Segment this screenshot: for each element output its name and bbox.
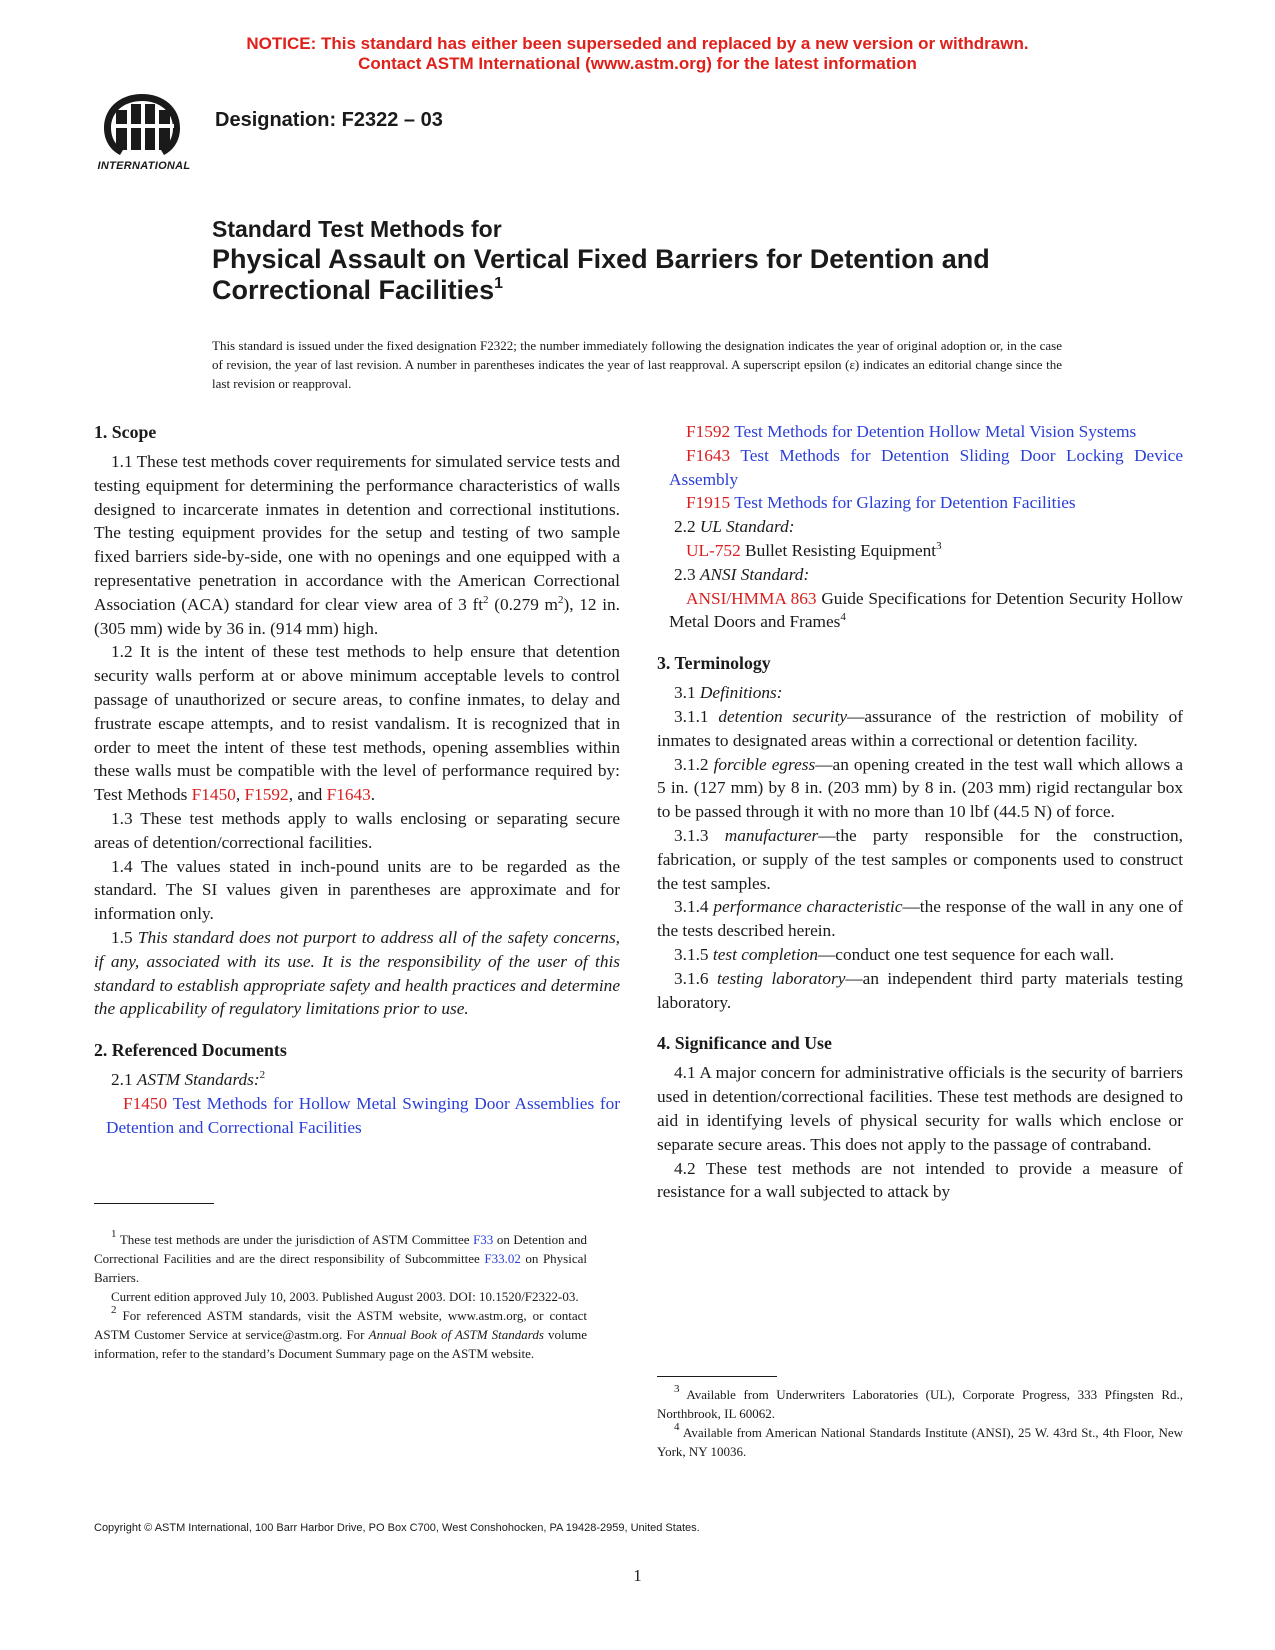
- title-line-1: Standard Test Methods for: [212, 216, 502, 242]
- subsection-2-3: 2.3 ANSI Standard:: [674, 564, 810, 584]
- paragraph-1-5: 1.5 This standard does not purport to address all of the safety concerns, if any, associated with its use. It is the responsibility of the user of this standard to establish appropriate safety and health practices and determine the applicability of regulatory limitations prior to use.: [94, 927, 620, 1019]
- paragraph-1-1: 1.1 These test methods cover requirements for simulated service tests and testing equipment for determining the performance characteristics of walls designed to incarcerate inmates in detention and correctional institutions. The testing equipment provides for the setup and testing of two sample fixed barriers side-by-side, one with no openings and one equipped with a representative penetration in accordance with the American Correctional Association (ACA) standard for clear view area of 3 $ft^2$ (0.279 $m^2$), 12 in. (305 mm) wide by 36 in. (914 mm) high.: [94, 452, 620, 638]
- footnote-rule-right: [657, 1376, 777, 1377]
- paragraph-4-2: 4.2 These test methods are not intended to provide a measure of resistance for a wall subjected to attack by: [657, 1158, 1183, 1202]
- section-referenced-heading: 2. Referenced Documents: [94, 1040, 287, 1061]
- left-column: [94, 420, 620, 1140]
- paragraph-1-2: 1.2 It is the intent of these test methods to help ensure that detention security walls perform at or above minimum acceptable levels to control passage of unauthorized or secure areas, to confine inmates, to delay and frustrate escape attempts, and to resist vandalism. It is recognized that in order to meet the intent of these test methods, opening assemblies within these walls must be compatible with the level of performance required by: Test Methods F1450, F1592, and F1643.: [94, 642, 620, 805]
- definition-item: 3.1.4 performance characteristic—the response of the wall in any one of the tests described herein.: [657, 897, 1183, 941]
- footnote-4: $^4$ Available from American National Standards Institute (ANSI), 25 W. 43rd St., 4th Floor, New York, NY 10036.: [657, 1421, 1183, 1459]
- issue-note: This standard is issued under the fixed designation F2322; the number immediately following the designation indicates the year of original adoption or, in the case of revision, the year of last revision. A number in parentheses indicates the year of last reapproval. A superscript epsilon (ε) indicates an editorial change since the last revision or reapproval.: [212, 338, 1062, 391]
- definition-item: 3.1.6 testing laboratory—an independent third party materials testing laboratory.: [657, 968, 1184, 1012]
- footnotes-right: [657, 1385, 1183, 1461]
- reference-code: F1643: [686, 445, 731, 465]
- reference-title: Test Methods for Hollow Metal Swinging Door Assemblies for Detention and Correctional Facilities: [106, 1093, 620, 1137]
- paragraph-4-1: 4.1 A major concern for administrative officials is the security of barriers used in detention/correctional facilities. These test methods are designed to aid in identifying levels of physical security for walls which enclose or separate secure areas. This does not apply to the passage of contraband.: [657, 1063, 1183, 1154]
- notice-line-1: NOTICE: This standard has either been superseded and replaced by a new version or withdrawn.: [246, 34, 1029, 53]
- logo-text: INTERNATIONAL: [97, 160, 191, 172]
- definition-item: 3.1.3 manufacturer—the party responsible for the construction, fabrication, or supply of the test samples or components used to construct the test samples.: [657, 825, 1183, 893]
- footnote-rule: [94, 1203, 214, 1204]
- link-f33-02[interactable]: F33.02: [484, 1251, 521, 1266]
- definition-item: 3.1.1 detention security—assurance of the restriction of mobility of inmates to designated areas within a correctional or detention facility.: [657, 706, 1183, 750]
- subsection-3-1: 3.1 Definitions:: [674, 683, 783, 703]
- title-main: [212, 244, 1072, 306]
- reference-code: ANSI/HMMA 863: [686, 588, 817, 608]
- footnote-1-edition: Current edition approved July 10, 2003. Published August 2003. DOI: 10.1520/F2322-03.: [111, 1289, 579, 1304]
- section-scope-heading: 1. Scope: [94, 422, 157, 442]
- footnote-3: $^3$ Available from Underwriters Laboratories (UL), Corporate Progress, 333 Pfingsten Rd., Northbrook, IL 60062.: [657, 1383, 1183, 1421]
- link-f1643[interactable]: F1643: [326, 785, 371, 805]
- reference-item[interactable]: [657, 444, 1183, 492]
- reference-item[interactable]: [94, 1092, 620, 1140]
- reference-code: F1592: [686, 422, 731, 441]
- link-f1450[interactable]: F1450: [191, 785, 236, 805]
- link-f1592[interactable]: F1592: [244, 785, 289, 805]
- link-f33[interactable]: F33: [473, 1232, 494, 1247]
- section-terminology-heading: 3. Terminology: [657, 653, 771, 674]
- right-column: [657, 420, 1183, 1204]
- footnote-1: $^1$ These test methods are under the jurisdiction of ASTM Committee F33 on Detention and Correctional Facilities and are the direct responsibility of Subcommittee F33.02 on Physical Barriers.: [94, 1228, 588, 1285]
- page-number: 1: [633, 1566, 642, 1585]
- footnote-2: $^2$ For referenced ASTM standards, visit the ASTM website, www.astm.org, or contact ASTM Customer Service at service@astm.org. For Annual Book of ASTM Standards volume information, refer to the standard’s Document Summary page on the ASTM website.: [94, 1304, 587, 1361]
- reference-item-ul[interactable]: UL-752 Bullet Resisting Equipment$^3$: [686, 539, 942, 560]
- reference-title: Test Methods for Detention Sliding Door Locking Device Assembly: [669, 445, 1183, 489]
- astm-international-logo-icon: [92, 88, 196, 180]
- notice-line-2: Contact ASTM International (www.astm.org) for the latest information: [358, 54, 917, 73]
- definition-item: 3.1.2 forcible egress—an opening created in the test wall which allows a 5 in. (127 mm) by 8 in. (203 mm) by 8 in. (203 mm) rigid rectangular box to be passed through it with no more than 10 lbf (44.5 N) of force.: [657, 754, 1183, 822]
- paragraph-1-4: 1.4 The values stated in inch-pound units are to be regarded as the standard. The SI values given in parentheses are approximate and for information only.: [94, 856, 620, 924]
- copyright-line: Copyright © ASTM International, 100 Barr Harbor Drive, PO Box C700, West Conshohocken, PA 19428-2959, United States.: [94, 1522, 700, 1534]
- reference-code: F1450: [123, 1093, 168, 1113]
- withdrawn-notice: [0, 34, 1275, 74]
- paragraph-1-3: 1.3 These test methods apply to walls enclosing or separating secure areas of detention/correctional facilities.: [94, 808, 620, 852]
- reference-item[interactable]: [657, 491, 1183, 515]
- footnotes-left: [94, 1230, 587, 1363]
- designation: Designation: F2322 – 03: [215, 109, 443, 131]
- title-main-text: Physical Assault on Vertical Fixed Barriers for Detention and Correctional Facilities: [212, 244, 990, 305]
- definition-item: 3.1.5 test completion—conduct one test sequence for each wall.: [674, 944, 1115, 964]
- title-footnote-mark[interactable]: 1: [494, 275, 503, 292]
- reference-code: UL-752: [686, 540, 741, 560]
- reference-code: F1915: [686, 493, 731, 513]
- reference-item-ansi[interactable]: ANSI/HMMA 863 Guide Specifications for Detention Security Hollow Metal Doors and Frames$^4$: [669, 588, 1183, 632]
- subsection-2-2: 2.2 UL Standard:: [674, 517, 795, 537]
- reference-item[interactable]: [657, 420, 1183, 444]
- reference-title: Test Methods for Glazing for Detention Facilities: [734, 493, 1076, 513]
- document-title: [212, 215, 1072, 306]
- subsection-2-1: 2.1 ASTM Standards:$^2$: [111, 1069, 266, 1090]
- reference-title: Test Methods for Detention Hollow Metal Vision Systems: [734, 422, 1137, 441]
- section-significance-heading: 4. Significance and Use: [657, 1033, 832, 1054]
